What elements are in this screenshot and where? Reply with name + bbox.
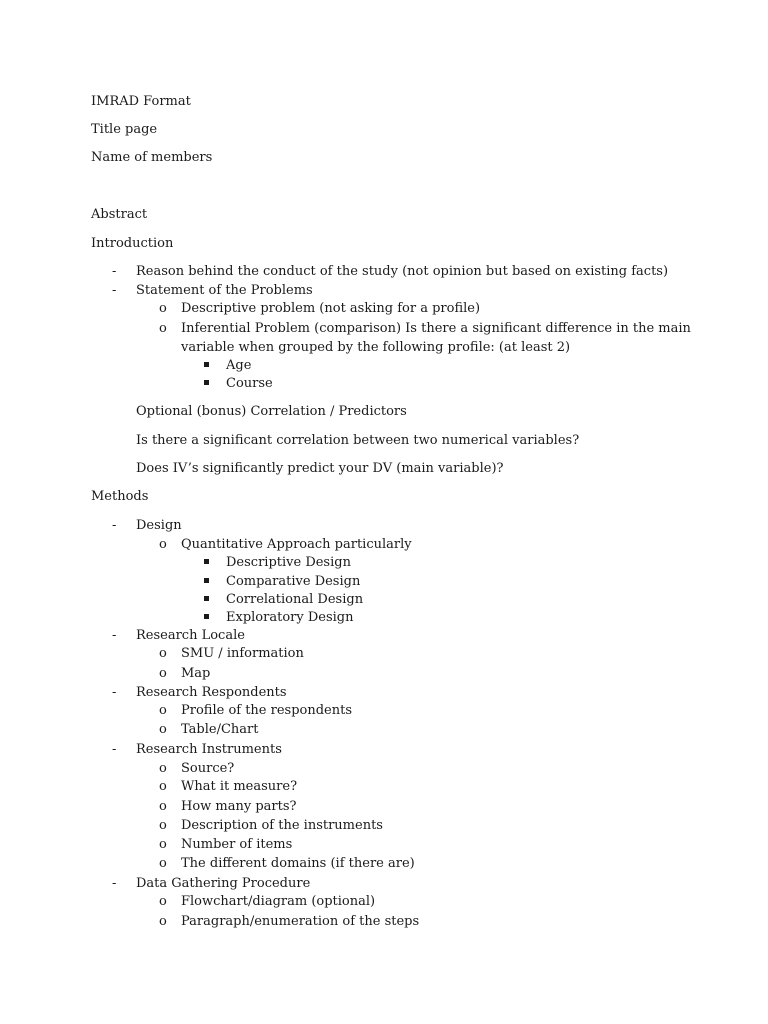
list-item: Quantitative Approach particularly [181,537,412,552]
section-heading: Introduction [91,236,174,251]
circle-marker: o [159,799,167,814]
dash-marker: - [112,518,117,533]
section-heading: Methods [91,489,149,504]
circle-marker: o [159,321,167,336]
dash-marker: - [112,628,117,643]
list-item: Paragraph/enumeration of the steps [181,914,420,929]
list-item: Age [226,358,252,373]
circle-marker: o [159,914,167,929]
circle-marker: o [159,666,167,681]
list-item: Map [181,666,211,681]
paragraph: Does IV’s significantly predict your DV (main variable)? [136,461,504,476]
doc-line: Name of members [91,150,213,165]
dash-marker: - [112,876,117,891]
square-bullet-icon [204,559,209,564]
doc-line: IMRAD Format [91,94,191,109]
circle-marker: o [159,646,167,661]
list-item: Design [136,518,182,533]
list-item: Research Instruments [136,742,282,757]
list-item: Correlational Design [226,592,364,607]
circle-marker: o [159,703,167,718]
circle-marker: o [159,779,167,794]
circle-marker: o [159,818,167,833]
list-item: Inferential Problem (comparison) Is there a significant difference in the main [181,321,691,336]
square-bullet-icon [204,362,209,367]
list-item: Course [226,376,273,391]
list-item: What it measure? [181,779,298,794]
list-item: Flowchart/diagram (optional) [181,894,376,909]
square-bullet-icon [204,596,209,601]
circle-marker: o [159,837,167,852]
list-item: SMU / information [181,646,304,661]
dash-marker: - [112,742,117,757]
list-item: Table/Chart [181,722,259,737]
list-item: Description of the instruments [181,818,383,833]
list-item: Statement of the Problems [136,283,313,298]
square-bullet-icon [204,578,209,583]
list-item: Research Locale [136,628,245,643]
list-item: Source? [181,761,235,776]
dash-marker: - [112,283,117,298]
list-item: Exploratory Design [226,610,354,625]
list-item: Number of items [181,837,293,852]
circle-marker: o [159,894,167,909]
circle-marker: o [159,722,167,737]
section-heading: Abstract [91,207,148,222]
list-item: Research Respondents [136,685,287,700]
dash-marker: - [112,685,117,700]
dash-marker: - [112,264,117,279]
square-bullet-icon [204,380,209,385]
list-item: Data Gathering Procedure [136,876,311,891]
list-item: Reason behind the conduct of the study (not opinion but based on existing facts) [136,264,669,279]
list-item: How many parts? [181,799,297,814]
paragraph: Is there a significant correlation between two numerical variables? [136,433,580,448]
list-item: Comparative Design [226,574,361,589]
square-bullet-icon [204,614,209,619]
list-item-continuation: variable when grouped by the following profile: (at least 2) [181,340,571,355]
list-item: Descriptive problem (not asking for a profile) [181,301,481,316]
list-item: Profile of the respondents [181,703,353,718]
circle-marker: o [159,761,167,776]
circle-marker: o [159,537,167,552]
circle-marker: o [159,856,167,871]
circle-marker: o [159,301,167,316]
list-item: Descriptive Design [226,555,351,570]
paragraph: Optional (bonus) Correlation / Predictors [136,404,407,419]
list-item: The different domains (if there are) [181,856,415,871]
doc-line: Title page [91,122,158,137]
